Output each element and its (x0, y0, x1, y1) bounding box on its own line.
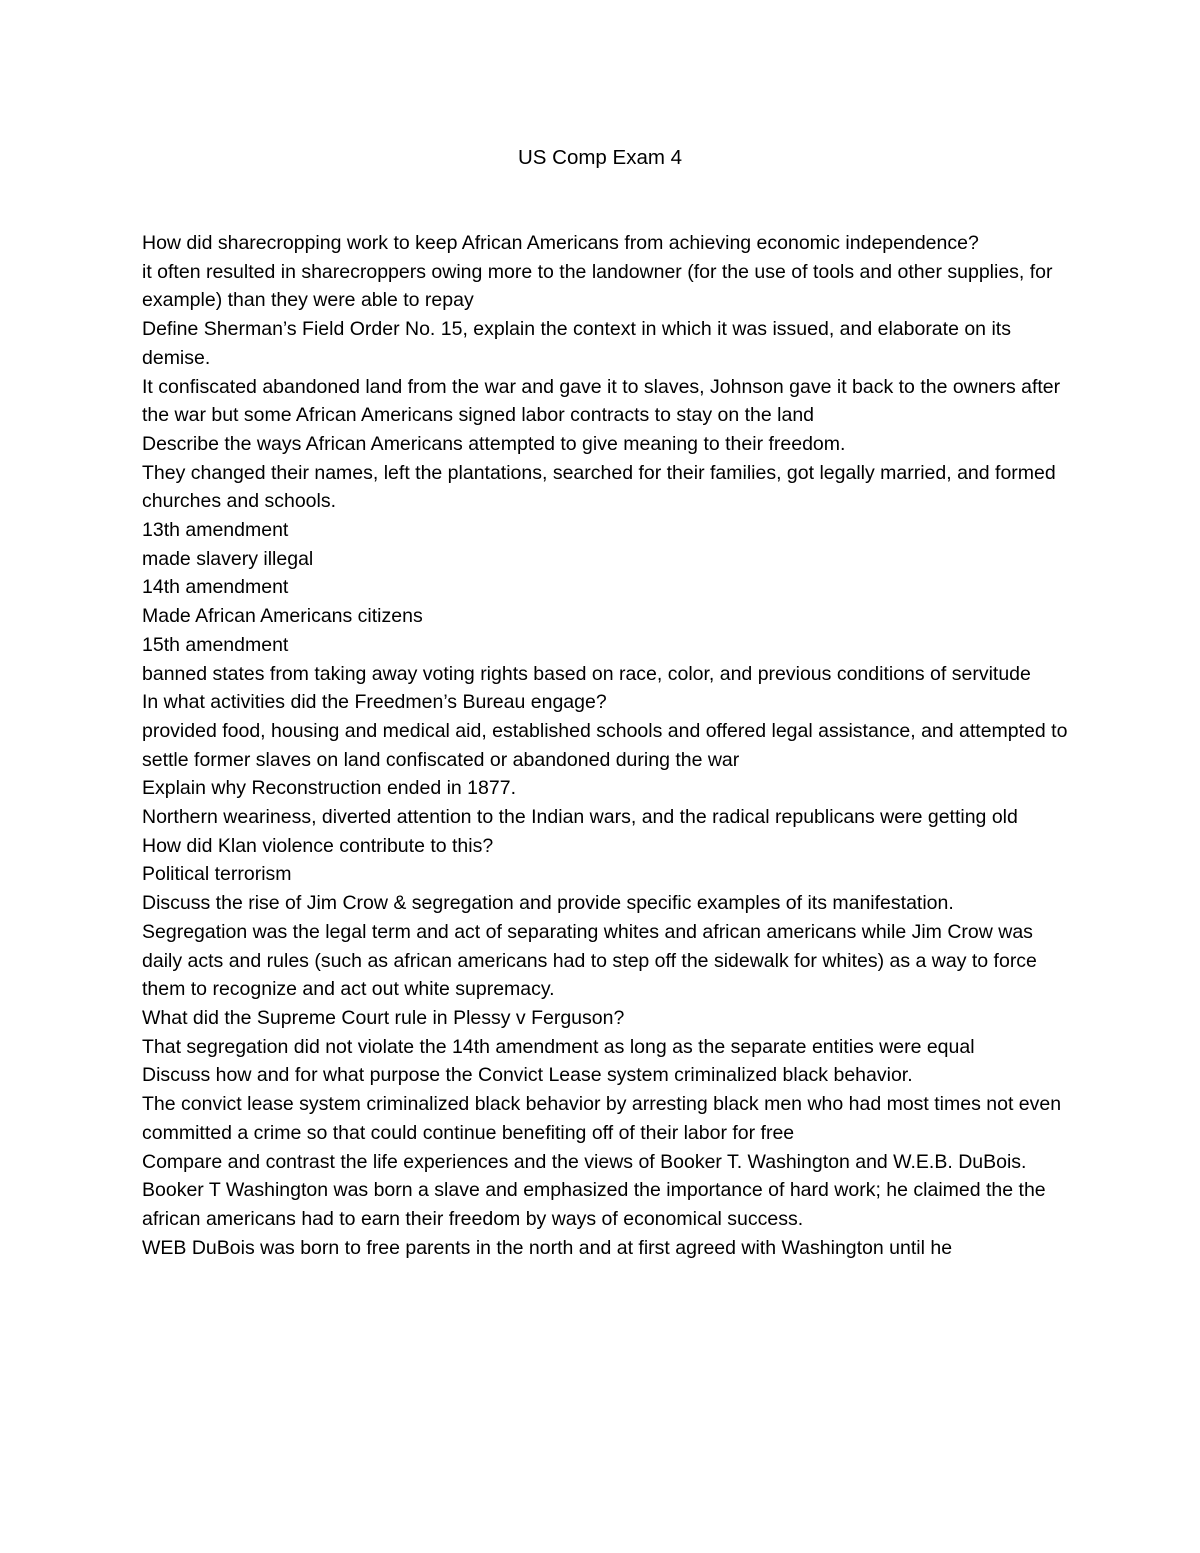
answer-meaning-of-freedom: They changed their names, left the plantations, searched for their families, got legally married, and formed churches and schools. (142, 461, 1056, 513)
question-meaning-of-freedom: Describe the ways African Americans attempted to give meaning to their freedom. (142, 432, 846, 455)
question-reconstruction-end: Explain why Reconstruction ended in 1877. (142, 777, 516, 800)
question-freedmens-bureau: In what activities did the Freedmen’s Bureau engage? (142, 691, 607, 714)
question-jim-crow: Discuss the rise of Jim Crow & segregation and provide specific examples of its manifestation. (142, 892, 954, 915)
question-sharecropping: How did sharecropping work to keep African Americans from achieving economic independence? (142, 232, 979, 254)
term-15th-amendment: 15th amendment (142, 633, 289, 656)
document-title: US Comp Exam 4 (517, 146, 683, 169)
definition-15th-amendment: banned states from taking away voting rights based on race, color, and previous conditions of servitude (142, 662, 1031, 685)
term-14th-amendment: 14th amendment (142, 576, 289, 599)
question-convict-lease: Discuss how and for what purpose the Convict Lease system criminalized black behavior. (142, 1064, 913, 1087)
answer-field-order-15: It confiscated abandoned land from the war and gave it to slaves, Johnson gave it back to the owners after the war but some African Americans signed labor contracts to stay on the land (142, 375, 1061, 427)
answer-freedmens-bureau: provided food, housing and medical aid, established schools and offered legal assistance, and attempted to settle former slaves on land confiscated or abandoned during the war (142, 719, 1068, 771)
question-washington-dubois: Compare and contrast the life experiences and the views of Booker T. Washington and W.E.B. DuBois. (142, 1150, 1027, 1173)
answer-sharecropping: it often resulted in sharecroppers owing more to the landowner (for the use of tools and other supplies, for example) than they were able to repay (142, 260, 1053, 312)
question-plessy-v-ferguson: What did the Supreme Court rule in Plessy v Ferguson? (142, 1006, 625, 1029)
term-13th-amendment: 13th amendment (142, 519, 289, 542)
definition-13th-amendment: made slavery illegal (142, 547, 314, 570)
question-klan-violence: How did Klan violence contribute to this? (142, 834, 494, 857)
answer-plessy-v-ferguson: That segregation did not violate the 14th amendment as long as the separate entities were equal (142, 1035, 975, 1058)
answer-washington: Booker T Washington was born a slave and emphasized the importance of hard work; he claimed the the african americans had to earn their freedom by ways of economical success. (142, 1179, 1046, 1230)
definition-14th-amendment: Made African Americans citizens (142, 605, 423, 628)
document-body (142, 229, 1072, 1262)
answer-dubois: WEB DuBois was born to free parents in the north and at first agreed with Washington until he (142, 1236, 953, 1259)
question-field-order-15: Define Sherman’s Field Order No. 15, explain the context in which it was issued, and elaborate on its demise. (142, 318, 1011, 369)
answer-jim-crow: Segregation was the legal term and act of separating whites and african americans while Jim Crow was daily acts and rules (such as african americans had to step off the sidewalk for whites) as a way to force them to recognize and act out white supremacy. (142, 920, 1037, 1001)
answer-klan-violence: Political terrorism (142, 863, 292, 886)
answer-reconstruction-end: Northern weariness, diverted attention to the Indian wars, and the radical republicans were getting old (142, 806, 1018, 829)
answer-convict-lease: The convict lease system criminalized black behavior by arresting black men who had most times not even committed a crime so that could continue benefiting off of their labor for free (142, 1093, 1062, 1144)
